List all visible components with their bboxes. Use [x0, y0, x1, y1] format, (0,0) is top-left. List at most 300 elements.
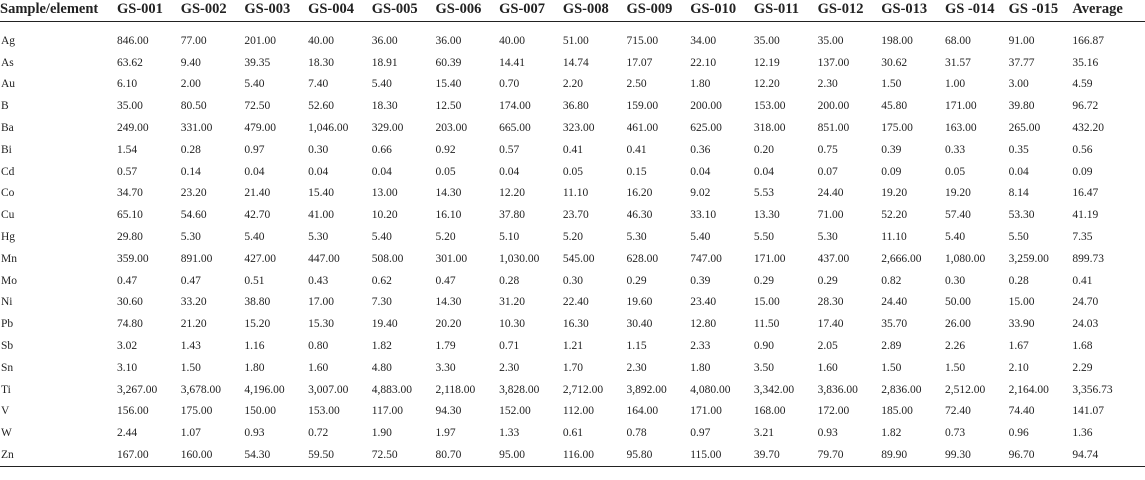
- value-cell: 163.00: [944, 122, 977, 135]
- value-cell: 3.30: [435, 361, 456, 374]
- element-name-cell: Au: [1, 78, 16, 91]
- table-row: [0, 444, 1145, 466]
- value-cell: 137.00: [817, 56, 850, 69]
- value-cell: 1.36: [1072, 427, 1093, 440]
- value-cell: 1.50: [944, 361, 966, 374]
- value-cell: 3.00: [1008, 78, 1029, 91]
- value-cell: 508.00: [371, 252, 404, 265]
- value-cell: 52.60: [308, 100, 334, 113]
- value-cell: 23.70: [562, 209, 589, 222]
- value-cell: 28.30: [817, 296, 844, 309]
- element-name-cell: Bi: [1, 143, 12, 156]
- value-cell: 1.43: [180, 340, 201, 353]
- value-cell: 3.02: [117, 340, 138, 353]
- value-cell: 19.20: [881, 187, 908, 200]
- column-header: GS-009: [627, 0, 691, 22]
- value-cell: 17.40: [817, 318, 844, 331]
- element-name-cell: Mn: [1, 252, 17, 265]
- value-cell: 16.30: [562, 318, 589, 331]
- table-row: [0, 183, 1145, 205]
- value-cell: 15.20: [244, 318, 271, 331]
- table-row: [0, 161, 1145, 183]
- value-cell: 38.80: [244, 296, 271, 309]
- column-header: GS-007: [499, 0, 563, 22]
- value-cell: 5.40: [371, 231, 392, 244]
- value-cell: 0.04: [753, 165, 775, 178]
- value-cell: 0.04: [1008, 165, 1029, 178]
- value-cell: 153.00: [753, 100, 786, 113]
- value-cell: 117.00: [371, 405, 403, 418]
- value-cell: 65.10: [117, 209, 143, 222]
- value-cell: 41.19: [1072, 209, 1099, 222]
- table-row: [0, 52, 1145, 74]
- value-cell: 0.90: [753, 340, 775, 353]
- value-cell: 13.00: [371, 187, 398, 200]
- value-cell: 5.40: [244, 231, 265, 244]
- value-cell: 2.30: [817, 78, 838, 91]
- value-cell: 35.00: [117, 100, 143, 113]
- value-cell: 15.40: [435, 78, 462, 91]
- value-cell: 1.00: [944, 78, 966, 91]
- value-cell: 14.30: [435, 296, 462, 309]
- value-cell: 8.14: [1008, 187, 1029, 200]
- value-cell: 479.00: [244, 122, 277, 135]
- value-cell: 201.00: [244, 34, 277, 47]
- value-cell: 0.97: [690, 427, 711, 440]
- table-row: [0, 30, 1145, 52]
- value-cell: 1.82: [881, 427, 902, 440]
- value-cell: 0.82: [881, 274, 902, 287]
- value-cell: 0.07: [817, 165, 838, 178]
- value-cell: 4,080.00: [690, 383, 731, 396]
- value-cell: 71.00: [817, 209, 844, 222]
- value-cell: 0.04: [308, 165, 329, 178]
- table-row: [0, 95, 1145, 117]
- value-cell: 0.09: [1072, 165, 1093, 178]
- value-cell: 96.72: [1072, 100, 1099, 113]
- column-header-sample-element: Sample/element: [0, 0, 117, 22]
- value-cell: 11.10: [881, 231, 907, 244]
- value-cell: 1.90: [371, 427, 392, 440]
- value-cell: 17.00: [308, 296, 334, 309]
- value-cell: 30.62: [881, 56, 908, 69]
- value-cell: 171.00: [690, 405, 722, 418]
- value-cell: 34.70: [117, 187, 143, 200]
- value-cell: 846.00: [117, 34, 149, 47]
- value-cell: 3,342.00: [753, 383, 795, 396]
- value-cell: 174.00: [499, 100, 531, 113]
- element-name-cell: Cu: [1, 209, 15, 222]
- value-cell: 2.33: [690, 340, 711, 353]
- value-cell: 23.40: [690, 296, 717, 309]
- value-cell: 13.30: [753, 209, 780, 222]
- value-cell: 172.00: [817, 405, 850, 418]
- value-cell: 2.30: [499, 361, 520, 374]
- value-cell: 35.16: [1072, 56, 1099, 69]
- value-cell: 5.30: [180, 231, 201, 244]
- column-header: GS -014: [945, 0, 1009, 22]
- value-cell: 0.96: [1008, 427, 1029, 440]
- value-cell: 3,356.73: [1072, 383, 1113, 396]
- value-cell: 19.40: [371, 318, 398, 331]
- element-name-cell: Cd: [1, 165, 15, 178]
- value-cell: 1,030.00: [499, 252, 540, 265]
- value-cell: 0.47: [435, 274, 456, 287]
- column-header: GS-002: [181, 0, 245, 22]
- value-cell: 2.29: [1072, 361, 1093, 374]
- value-cell: 2.20: [562, 78, 583, 91]
- value-cell: 318.00: [753, 122, 786, 135]
- value-cell: 45.80: [881, 100, 908, 113]
- value-cell: 63.62: [117, 56, 143, 69]
- value-cell: 24.03: [1072, 318, 1099, 331]
- value-cell: 89.90: [881, 444, 945, 466]
- value-cell: 2.05: [817, 340, 838, 353]
- value-cell: 46.30: [626, 209, 653, 222]
- value-cell: 0.33: [944, 143, 966, 156]
- value-cell: 12.50: [435, 100, 462, 113]
- value-cell: 0.41: [1072, 274, 1093, 287]
- value-cell: 0.05: [944, 165, 966, 178]
- value-cell: 715.00: [626, 34, 659, 47]
- value-cell: 3,836.00: [817, 383, 858, 396]
- value-cell: 18.91: [371, 56, 398, 69]
- value-cell: 7.40: [308, 78, 329, 91]
- value-cell: 2.50: [626, 78, 647, 91]
- value-cell: 625.00: [690, 122, 722, 135]
- value-cell: 0.35: [1008, 143, 1029, 156]
- value-cell: 329.00: [371, 122, 404, 135]
- value-cell: 2.30: [626, 361, 647, 374]
- value-cell: 2,164.00: [1008, 383, 1049, 396]
- value-cell: 72.50: [244, 100, 271, 113]
- value-cell: 80.70: [435, 444, 499, 466]
- value-cell: 3,828.00: [499, 383, 540, 396]
- value-cell: 198.00: [881, 34, 913, 47]
- value-cell: 23.20: [180, 187, 207, 200]
- value-cell: 77.00: [180, 34, 207, 47]
- value-cell: 1.82: [371, 340, 392, 353]
- table-row: [0, 313, 1145, 335]
- value-cell: 50.00: [944, 296, 971, 309]
- column-header: GS-001: [117, 0, 181, 22]
- value-cell: 323.00: [562, 122, 595, 135]
- value-cell: 0.36: [690, 143, 711, 156]
- value-cell: 99.30: [945, 444, 1009, 466]
- value-cell: 26.00: [944, 318, 971, 331]
- value-cell: 0.41: [626, 143, 647, 156]
- value-cell: 156.00: [117, 405, 149, 418]
- table-row: [0, 401, 1145, 423]
- value-cell: 0.41: [562, 143, 583, 156]
- element-name-cell: Zn: [0, 444, 117, 466]
- value-cell: 2.10: [1008, 361, 1029, 374]
- value-cell: 19.60: [626, 296, 653, 309]
- value-cell: 5.40: [244, 78, 265, 91]
- value-cell: 5.40: [690, 231, 711, 244]
- value-cell: 0.47: [180, 274, 201, 287]
- value-cell: 1.54: [117, 143, 138, 156]
- value-cell: 0.04: [371, 165, 392, 178]
- value-cell: 0.04: [244, 165, 265, 178]
- value-cell: 461.00: [626, 122, 659, 135]
- value-cell: 175.00: [881, 122, 913, 135]
- value-cell: 30.60: [117, 296, 143, 309]
- table-header-row: [0, 0, 1145, 22]
- value-cell: 31.20: [499, 296, 526, 309]
- value-cell: 3,267.00: [117, 383, 158, 396]
- value-cell: 14.41: [499, 56, 526, 69]
- value-cell: 1.50: [881, 361, 902, 374]
- value-cell: 1,046.00: [308, 122, 349, 135]
- value-cell: 301.00: [435, 252, 468, 265]
- value-cell: 0.04: [499, 165, 520, 178]
- element-name-cell: Pb: [1, 318, 14, 331]
- table-row: [0, 379, 1145, 401]
- value-cell: 359.00: [117, 252, 149, 265]
- element-name-cell: As: [1, 56, 14, 69]
- value-cell: 2.26: [944, 340, 966, 353]
- value-cell: 4.80: [371, 361, 392, 374]
- value-cell: 1.97: [435, 427, 456, 440]
- value-cell: 18.30: [308, 56, 334, 69]
- table-row: [0, 270, 1145, 292]
- spacer-cell: [0, 22, 1145, 31]
- value-cell: 112.00: [562, 405, 595, 418]
- value-cell: 249.00: [117, 122, 149, 135]
- element-name-cell: Hg: [1, 231, 16, 244]
- table-row: [0, 335, 1145, 357]
- value-cell: 34.00: [690, 34, 717, 47]
- element-name-cell: V: [1, 405, 10, 418]
- value-cell: 4,883.00: [371, 383, 413, 396]
- table-body: [0, 22, 1145, 467]
- value-cell: 10.30: [499, 318, 526, 331]
- column-header: GS -015: [1009, 0, 1073, 22]
- value-cell: 79.70: [818, 444, 882, 466]
- value-cell: 4,196.00: [244, 383, 285, 396]
- value-cell: 167.00: [117, 444, 181, 466]
- value-cell: 60.39: [435, 56, 462, 69]
- value-cell: 72.40: [944, 405, 971, 418]
- value-cell: 5.50: [753, 231, 775, 244]
- element-name-cell: Ti: [1, 383, 11, 396]
- value-cell: 52.20: [881, 209, 908, 222]
- value-cell: 5.20: [562, 231, 583, 244]
- value-cell: 91.00: [1008, 34, 1035, 47]
- value-cell: 7.35: [1072, 231, 1093, 244]
- value-cell: 665.00: [499, 122, 531, 135]
- value-cell: 95.80: [627, 444, 691, 466]
- column-header: GS-010: [690, 0, 754, 22]
- value-cell: 39.70: [754, 444, 818, 466]
- table-spacer-row: [0, 22, 1145, 31]
- value-cell: 35.00: [817, 34, 844, 47]
- value-cell: 115.00: [690, 444, 754, 466]
- value-cell: 54.30: [244, 444, 308, 466]
- value-cell: 0.97: [244, 143, 265, 156]
- value-cell: 36.00: [371, 34, 398, 47]
- value-cell: 35.00: [753, 34, 780, 47]
- value-cell: 628.00: [626, 252, 659, 265]
- value-cell: 1.80: [690, 361, 711, 374]
- table-row: [0, 422, 1145, 444]
- value-cell: 5.40: [944, 231, 966, 244]
- value-cell: 1.60: [308, 361, 329, 374]
- value-cell: 42.70: [244, 209, 271, 222]
- value-cell: 53.30: [1008, 209, 1035, 222]
- table-row: [0, 248, 1145, 270]
- value-cell: 5.53: [753, 187, 775, 200]
- value-cell: 59.50: [308, 444, 372, 466]
- column-header: GS-004: [308, 0, 372, 22]
- value-cell: 0.28: [1008, 274, 1029, 287]
- value-cell: 1.16: [244, 340, 265, 353]
- value-cell: 116.00: [563, 444, 627, 466]
- value-cell: 1.80: [244, 361, 265, 374]
- value-cell: 0.30: [562, 274, 583, 287]
- value-cell: 16.47: [1072, 187, 1099, 200]
- value-cell: 12.20: [753, 78, 780, 91]
- value-cell: 14.74: [562, 56, 589, 69]
- column-header: GS-012: [818, 0, 882, 22]
- value-cell: 437.00: [817, 252, 850, 265]
- value-cell: 166.87: [1072, 34, 1104, 47]
- value-cell: 29.80: [117, 231, 143, 244]
- value-cell: 51.00: [562, 34, 589, 47]
- column-header: GS-008: [563, 0, 627, 22]
- value-cell: 0.71: [499, 340, 520, 353]
- value-cell: 40.00: [499, 34, 526, 47]
- value-cell: 74.80: [117, 318, 143, 331]
- value-cell: 150.00: [244, 405, 277, 418]
- value-cell: 0.92: [435, 143, 456, 156]
- value-cell: 33.90: [1008, 318, 1035, 331]
- value-cell: 14.30: [435, 187, 462, 200]
- value-cell: 33.20: [180, 296, 207, 309]
- value-cell: 2,712.00: [562, 383, 604, 396]
- value-cell: 54.60: [180, 209, 207, 222]
- value-cell: 0.05: [562, 165, 583, 178]
- value-cell: 1.21: [562, 340, 583, 353]
- value-cell: 0.78: [626, 427, 647, 440]
- element-name-cell: Sb: [1, 340, 14, 353]
- value-cell: 153.00: [308, 405, 340, 418]
- element-name-cell: Sn: [1, 361, 14, 374]
- value-cell: 30.40: [626, 318, 653, 331]
- value-cell: 2.44: [117, 427, 138, 440]
- value-cell: 6.10: [117, 78, 138, 91]
- value-cell: 2,836.00: [881, 383, 922, 396]
- value-cell: 0.09: [881, 165, 902, 178]
- value-cell: 1.07: [180, 427, 201, 440]
- value-cell: 5.30: [626, 231, 647, 244]
- value-cell: 41.00: [308, 209, 334, 222]
- value-cell: 19.20: [944, 187, 971, 200]
- value-cell: 545.00: [562, 252, 595, 265]
- value-cell: 24.70: [1072, 296, 1099, 309]
- value-cell: 24.40: [817, 187, 844, 200]
- value-cell: 1.60: [817, 361, 838, 374]
- value-cell: 1.50: [881, 78, 902, 91]
- table-row: [0, 226, 1145, 248]
- value-cell: 36.00: [435, 34, 462, 47]
- value-cell: 35.70: [881, 318, 908, 331]
- value-cell: 0.20: [753, 143, 775, 156]
- value-cell: 432.20: [1072, 122, 1104, 135]
- value-cell: 2.00: [180, 78, 201, 91]
- value-cell: 1.70: [562, 361, 583, 374]
- value-cell: 331.00: [180, 122, 213, 135]
- value-cell: 96.70: [1009, 444, 1073, 466]
- value-cell: 57.40: [944, 209, 971, 222]
- value-cell: 1.15: [626, 340, 647, 353]
- value-cell: 0.61: [562, 427, 583, 440]
- value-cell: 20.20: [435, 318, 462, 331]
- value-cell: 171.00: [944, 100, 977, 113]
- value-cell: 0.93: [244, 427, 265, 440]
- value-cell: 5.30: [817, 231, 838, 244]
- value-cell: 5.50: [1008, 231, 1029, 244]
- column-header: Average: [1072, 0, 1145, 22]
- value-cell: 12.19: [753, 56, 780, 69]
- column-header: GS-011: [754, 0, 818, 22]
- value-cell: 265.00: [1008, 122, 1041, 135]
- value-cell: 39.80: [1008, 100, 1035, 113]
- value-cell: 891.00: [180, 252, 213, 265]
- value-cell: 1,080.00: [944, 252, 986, 265]
- value-cell: 0.57: [499, 143, 520, 156]
- value-cell: 185.00: [881, 405, 913, 418]
- value-cell: 0.14: [180, 165, 201, 178]
- value-cell: 0.73: [944, 427, 966, 440]
- value-cell: 11.50: [753, 318, 780, 331]
- value-cell: 16.10: [435, 209, 462, 222]
- value-cell: 68.00: [944, 34, 971, 47]
- table-row: [0, 204, 1145, 226]
- value-cell: 200.00: [690, 100, 722, 113]
- value-cell: 0.57: [117, 165, 138, 178]
- value-cell: 1.80: [690, 78, 711, 91]
- value-cell: 0.04: [690, 165, 711, 178]
- value-cell: 164.00: [626, 405, 659, 418]
- value-cell: 141.07: [1072, 405, 1104, 418]
- value-cell: 3.21: [753, 427, 775, 440]
- table-row: [0, 139, 1145, 161]
- value-cell: 3,678.00: [180, 383, 221, 396]
- value-cell: 1.33: [499, 427, 520, 440]
- value-cell: 0.28: [180, 143, 201, 156]
- value-cell: 0.29: [626, 274, 647, 287]
- value-cell: 5.10: [499, 231, 520, 244]
- value-cell: 899.73: [1072, 252, 1104, 265]
- value-cell: 0.30: [944, 274, 966, 287]
- value-cell: 427.00: [244, 252, 277, 265]
- value-cell: 1.50: [180, 361, 201, 374]
- value-cell: 747.00: [690, 252, 722, 265]
- value-cell: 17.07: [626, 56, 653, 69]
- column-header: GS-006: [435, 0, 499, 22]
- value-cell: 2,512.00: [944, 383, 986, 396]
- value-cell: 1.67: [1008, 340, 1029, 353]
- value-cell: 22.10: [690, 56, 717, 69]
- value-cell: 1.68: [1072, 340, 1093, 353]
- value-cell: 21.40: [244, 187, 271, 200]
- column-header: GS-013: [881, 0, 945, 22]
- value-cell: 3.50: [753, 361, 775, 374]
- value-cell: 15.30: [308, 318, 334, 331]
- value-cell: 159.00: [626, 100, 659, 113]
